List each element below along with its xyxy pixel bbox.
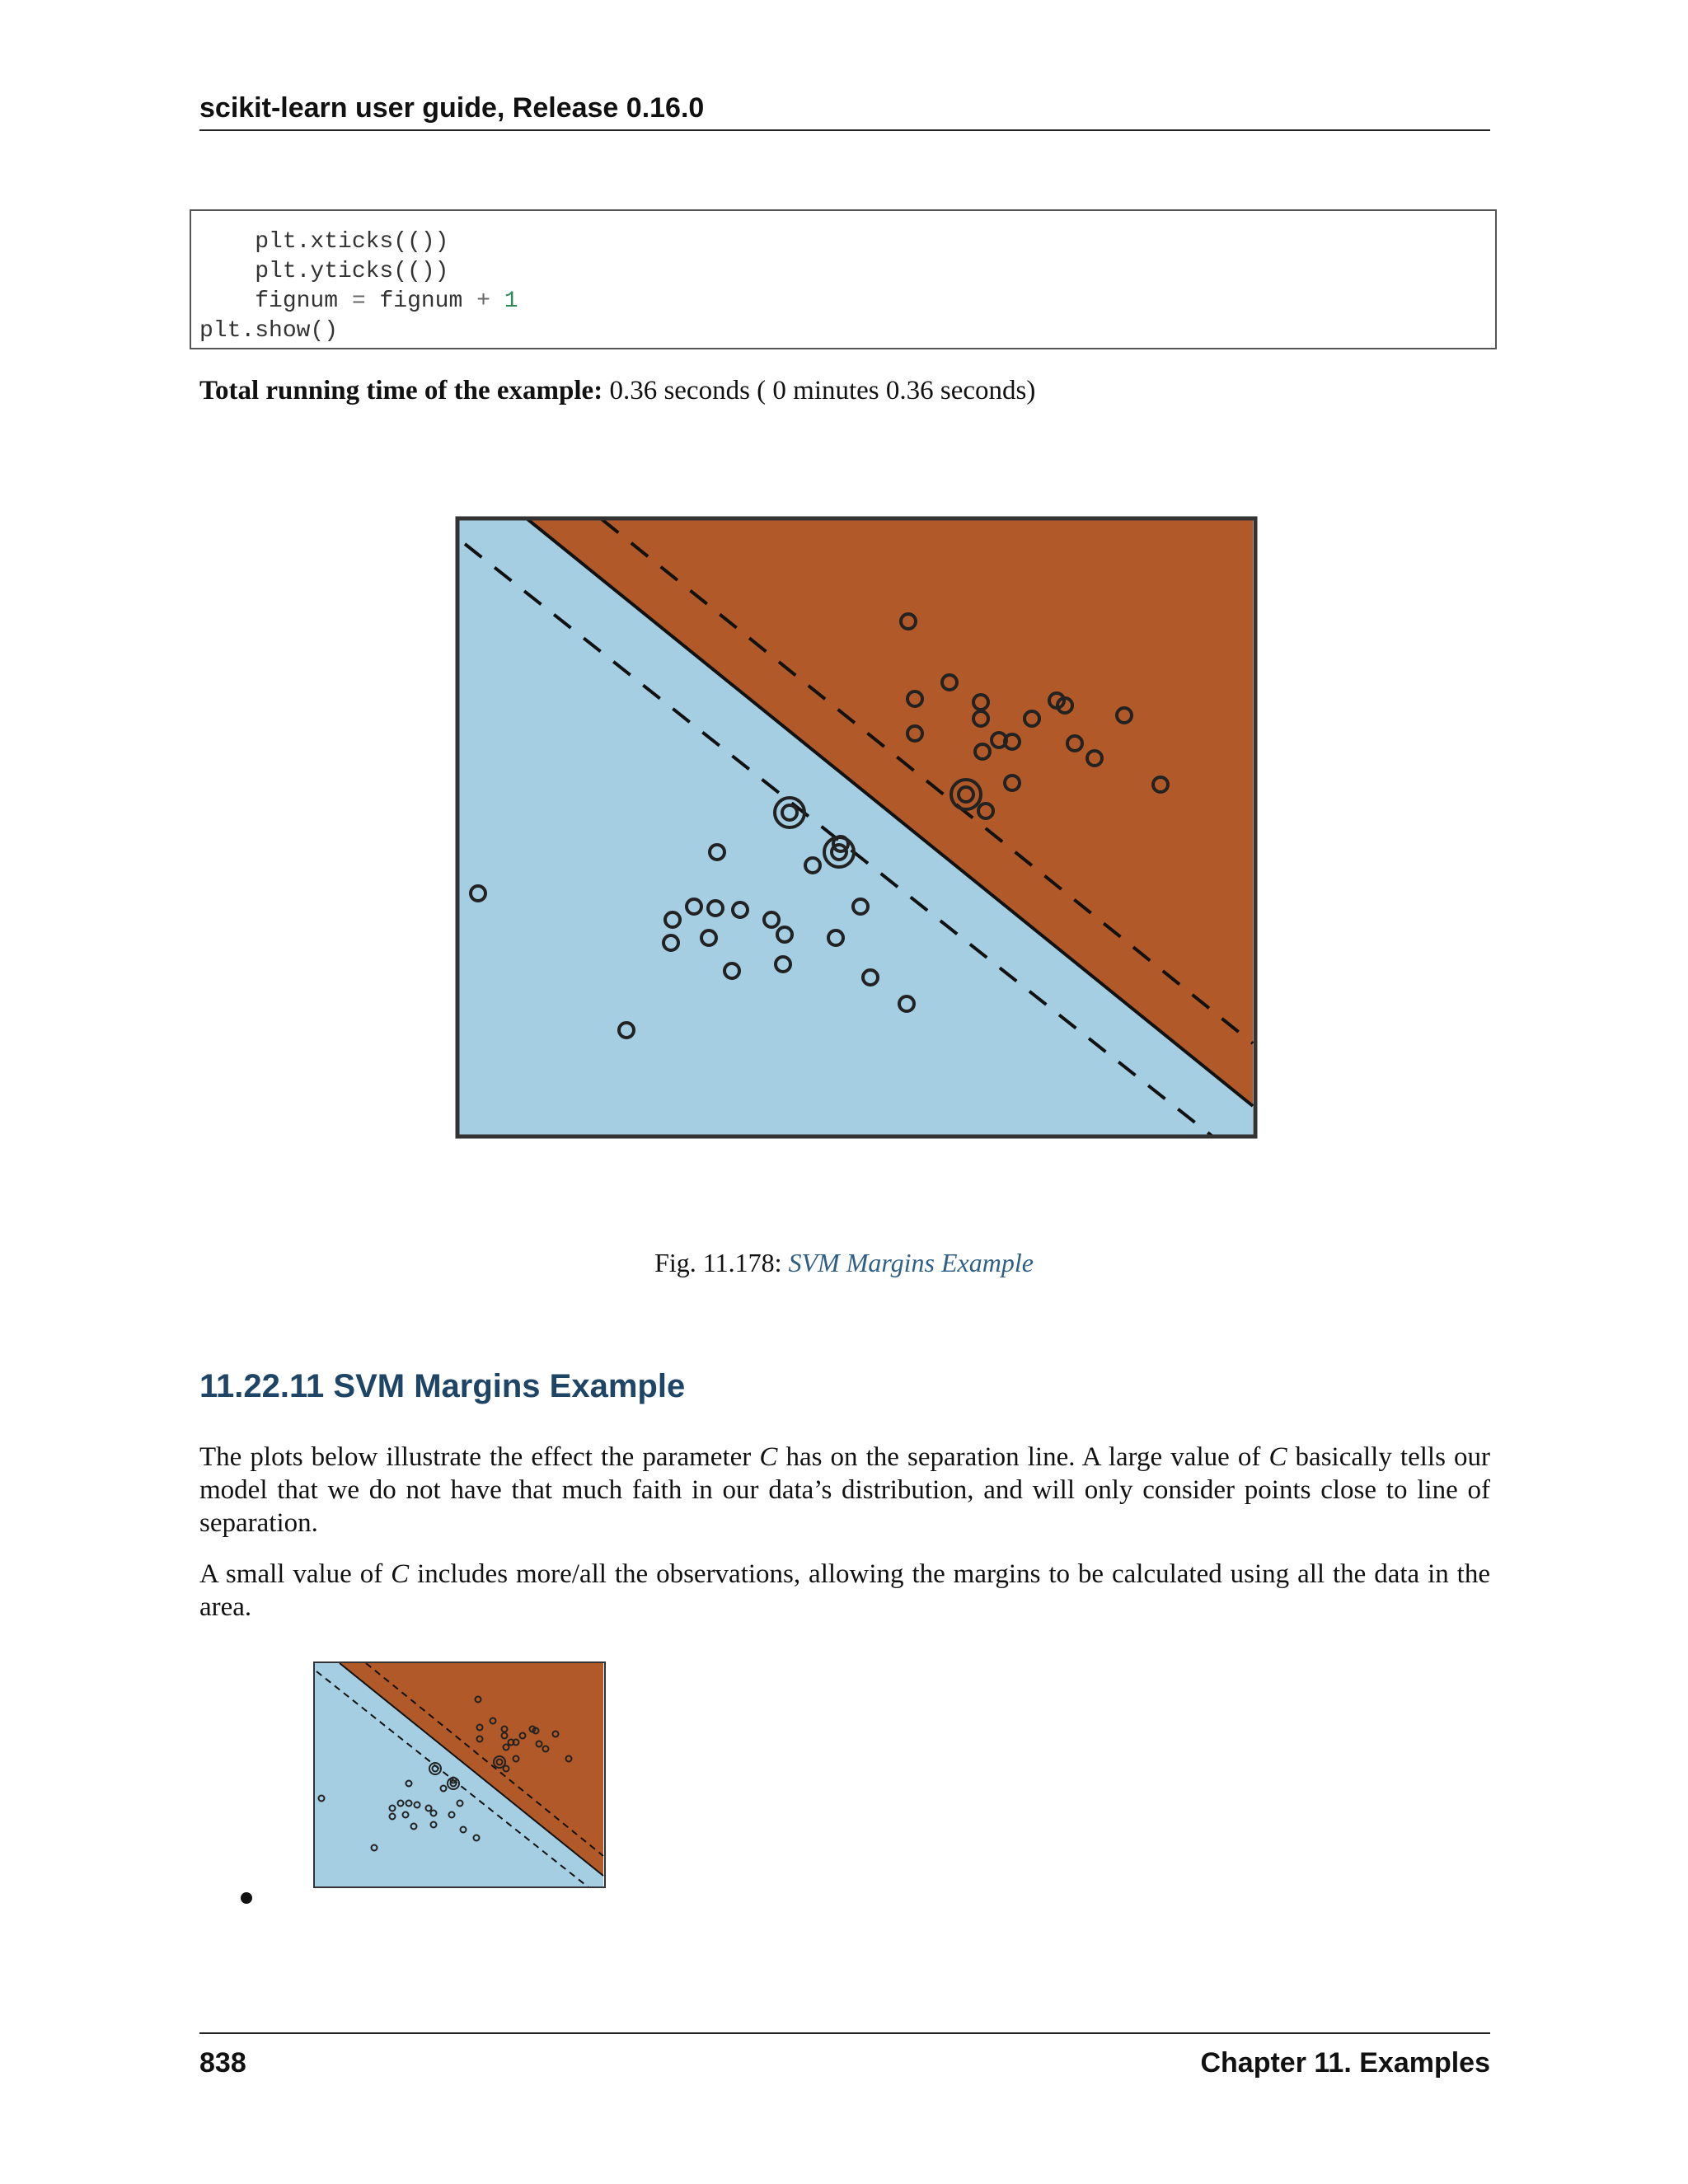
page-number: 838 [199, 2047, 246, 2079]
running-footer [199, 2032, 1490, 2079]
running-time [199, 376, 1035, 406]
param-c: C [391, 1559, 410, 1589]
text-run: A small value of [199, 1559, 392, 1589]
running-header [199, 92, 1490, 131]
header-title: scikit-learn user guide, Release 0.16.0 [199, 92, 705, 124]
section-heading: 11.22.11 SVM Margins Example [199, 1368, 686, 1404]
text-run: basically tells our model that we do not have that much faith in our data’s distribution, and will only consider points close to line of separation. [199, 1442, 1490, 1538]
text-run: includes more/all the observations, allowing the margins to be calculated using all the data in the area. [199, 1559, 1490, 1622]
list-bullet [241, 1892, 252, 1904]
code-operator: = [351, 288, 366, 314]
text-run: has on the separation line. A large value of [777, 1442, 1269, 1472]
paragraph-1 [199, 1441, 1490, 1540]
svm-margins-thumbnail[interactable] [313, 1661, 607, 1889]
paragraph-2 [199, 1558, 1490, 1624]
caption-prefix: Fig. 11.178: [654, 1248, 789, 1277]
code-token: fignum [365, 288, 477, 314]
caption-link[interactable]: SVM Margins Example [788, 1248, 1034, 1277]
code-line: plt.xticks(()) [199, 229, 449, 255]
code-line: plt.yticks(()) [199, 259, 449, 284]
text-run: The plots below illustrate the effect the parameter [199, 1442, 760, 1472]
code-line [199, 287, 1487, 316]
param-c: C [1268, 1442, 1287, 1472]
running-time-value: 0.36 seconds ( 0 minutes 0.36 seconds) [603, 376, 1036, 405]
code-operator: + [476, 288, 490, 314]
svm-margins-figure [455, 516, 1259, 1139]
param-c: C [759, 1442, 778, 1472]
figure-caption [0, 1248, 1688, 1278]
code-line: plt.show() [199, 318, 339, 344]
code-token: fignum [199, 288, 352, 314]
running-time-label: Total running time of the example: [199, 376, 603, 405]
code-block [190, 209, 1497, 349]
code-number: 1 [490, 288, 518, 314]
chapter-title: Chapter 11. Examples [1200, 2047, 1490, 2079]
